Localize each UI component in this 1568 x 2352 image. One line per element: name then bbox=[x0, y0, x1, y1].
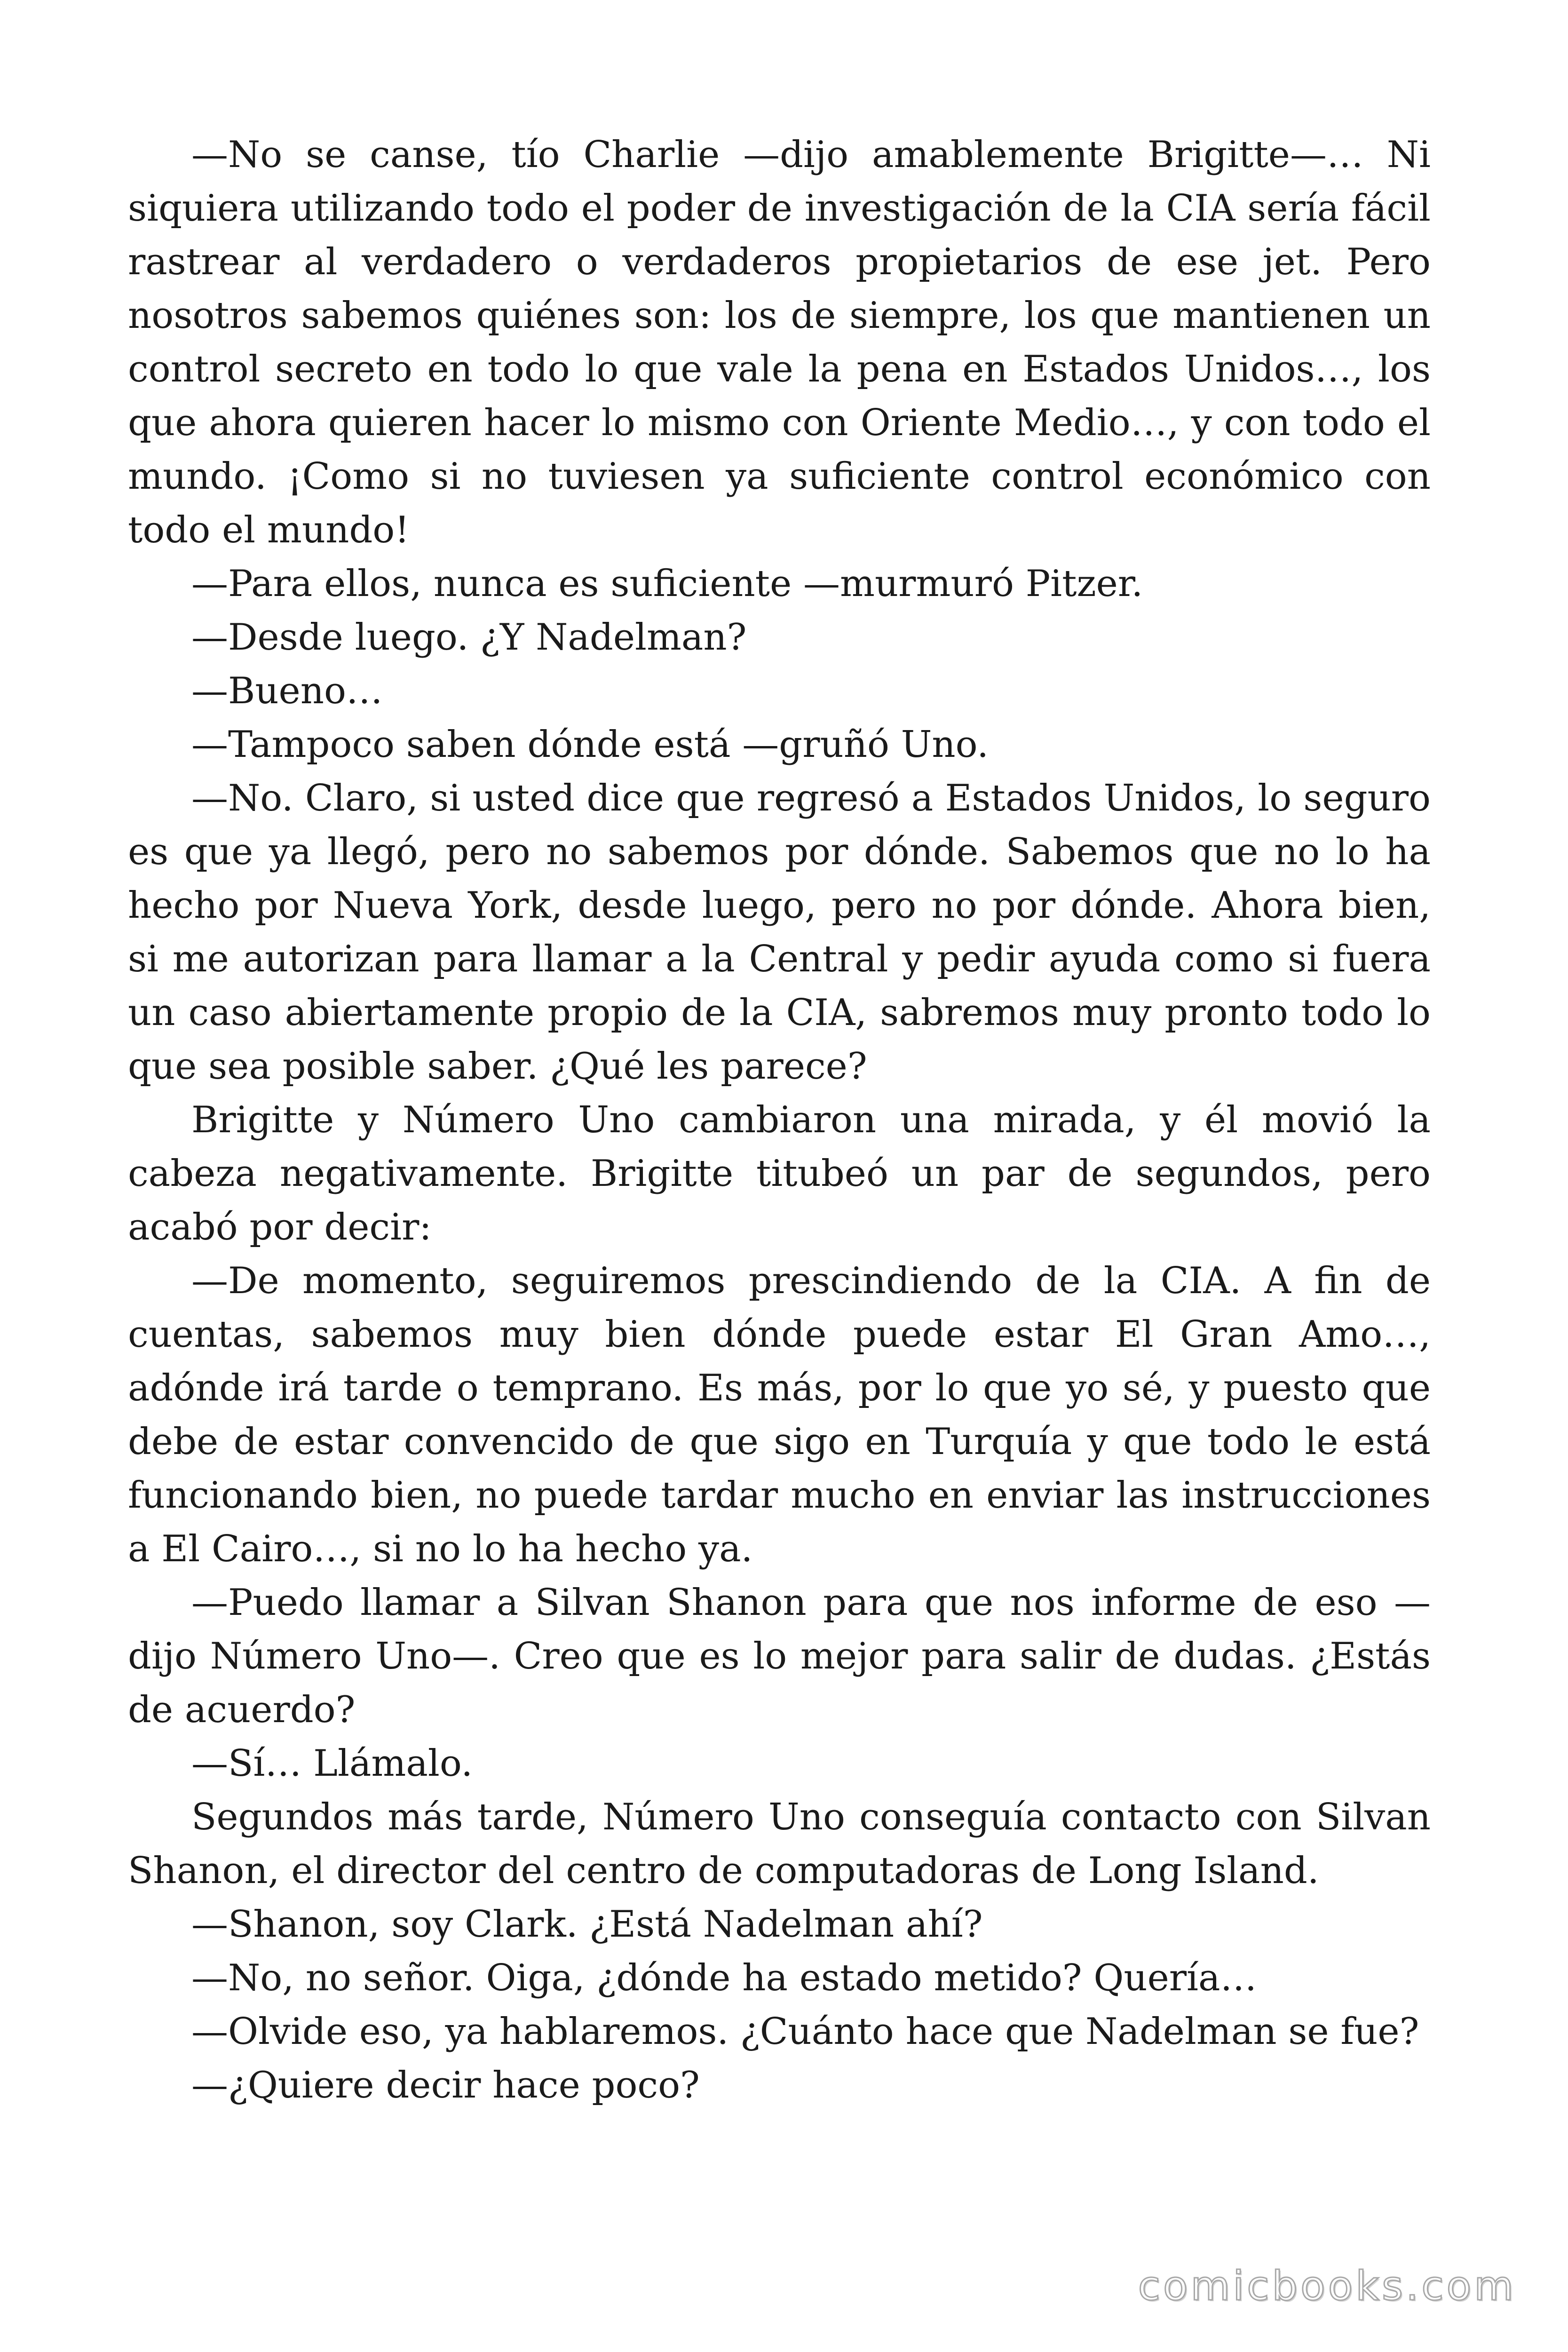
paragraph: —Shanon, soy Clark. ¿Está Nadelman ahí? bbox=[191, 1903, 983, 1946]
paragraph: —¿Quiere decir hace poco? bbox=[191, 2064, 700, 2106]
paragraph: —No, no señor. Oiga, ¿dónde ha estado metido? Quería… bbox=[191, 1957, 1257, 1999]
paragraph: —Sí… Llámalo. bbox=[191, 1742, 473, 1785]
paragraph: —Desde luego. ¿Y Nadelman? bbox=[191, 616, 747, 659]
paragraph: —Para ellos, nunca es suficiente —murmuró Pitzer. bbox=[191, 563, 1143, 605]
paragraph: —No se canse, tío Charlie —dijo amablemente Brigitte—… Ni siquiera utilizando todo el poder de investigación de la CIA sería fácil rastrear al verdadero o verdaderos propietarios de ese jet. Pero nosotros sabemos quiénes son: los de siempre, los que mantienen un control secreto en todo lo que vale la pena en Estados Unidos…, los que ahora quieren hacer lo mismo con Oriente Medio…, y con todo el mundo. ¡Como si no tuviesen ya suficiente control económico con todo el mundo! bbox=[128, 134, 1431, 551]
paragraph: —Puedo llamar a Silvan Shanon para que nos informe de eso —dijo Número Uno—. Creo que es lo mejor para salir de dudas. ¿Estás de acuerdo? bbox=[128, 1581, 1431, 1731]
paragraph: —Tampoco saben dónde está —gruñó Uno. bbox=[191, 723, 989, 766]
watermark-logo: comicbooks.com bbox=[1138, 2263, 1516, 2310]
body-text bbox=[128, 128, 1431, 2112]
paragraph: Brigitte y Número Uno cambiaron una mirada, y él movió la cabeza negativamente. Brigitte titubeó un par de segundos, pero acabó por decir: bbox=[128, 1099, 1431, 1248]
paragraph: —Olvide eso, ya hablaremos. ¿Cuánto hace que Nadelman se fue? bbox=[191, 2010, 1419, 2053]
paragraph: —De momento, seguiremos prescindiendo de la CIA. A fin de cuentas, sabemos muy bien dónde puede estar El Gran Amo…, adónde irá tarde o temprano. Es más, por lo que yo sé, y puesto que debe de estar convencido de que sigo en Turquía y que todo le está funcionando bien, no puede tardar mucho en enviar las instrucciones a El Cairo…, si no lo ha hecho ya. bbox=[128, 1260, 1431, 1570]
paragraph: —No. Claro, si usted dice que regresó a Estados Unidos, lo seguro es que ya llegó, pero no sabemos por dónde. Sabemos que no lo ha hecho por Nueva York, desde luego, pero no por dónde. Ahora bien, si me autorizan para llamar a la Central y pedir ayuda como si fuera un caso abiertamente propio de la CIA, sabremos muy pronto todo lo que sea posible saber. ¿Qué les parece? bbox=[128, 777, 1431, 1088]
paragraph: Segundos más tarde, Número Uno conseguía contacto con Silvan Shanon, el director del centro de computadoras de Long Island. bbox=[128, 1796, 1431, 1892]
paragraph: —Bueno… bbox=[191, 670, 383, 712]
